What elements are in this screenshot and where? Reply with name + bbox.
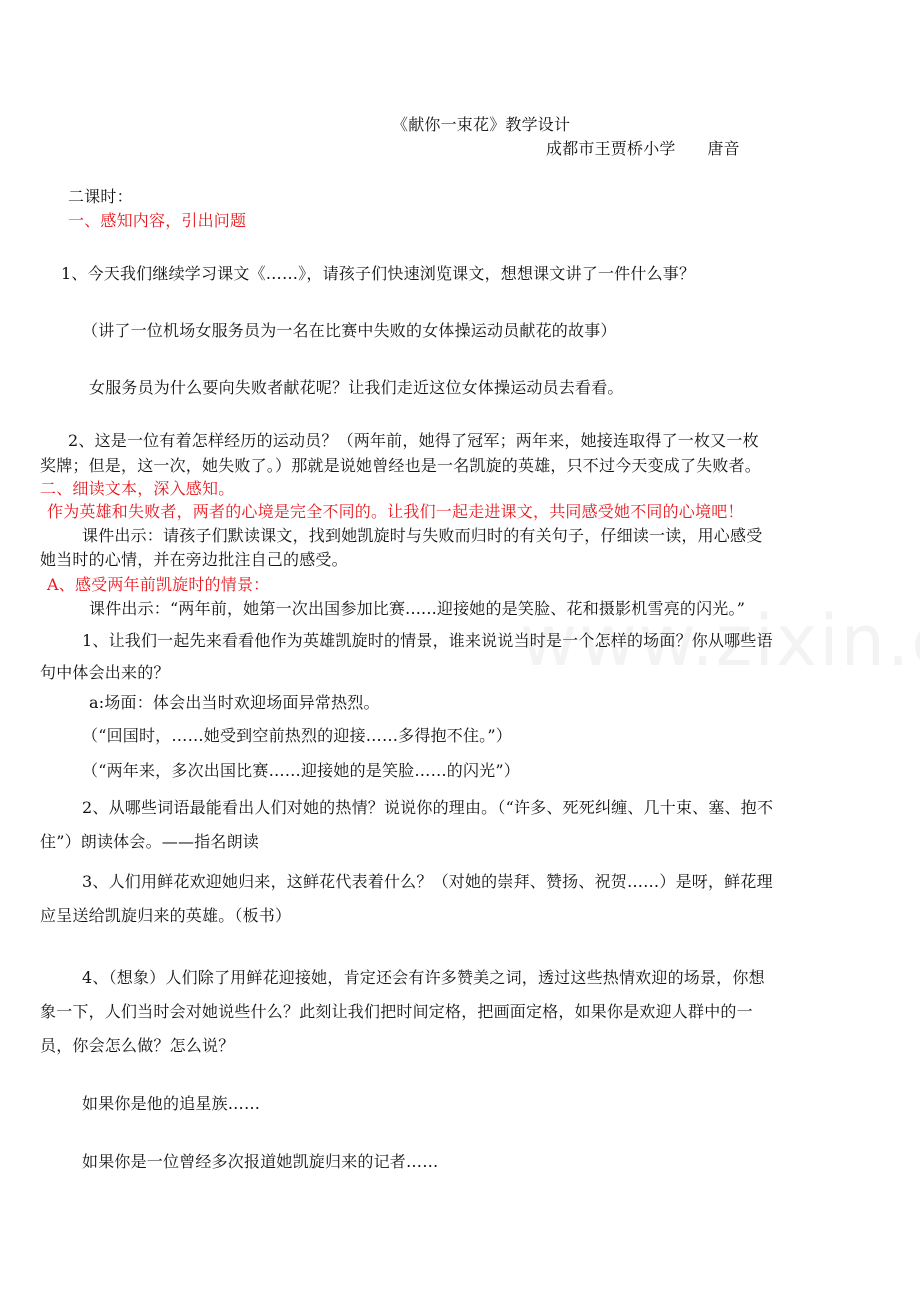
section-a-heading: A、感受两年前凯旋时的情景： bbox=[47, 575, 270, 594]
question-2-line-2: 奖牌；但是，这一次，她失败了。）那就是说她曾经也是一名凯旋的英雄，只不过今天变成了失败者。 bbox=[40, 456, 762, 475]
sub-question-2-line-1: 2、从哪些词语最能看出人们对她的热情？说说你的理由。（“许多、死死纠缠、几十束、塞、抱不 bbox=[82, 798, 774, 817]
scenario-reporter: 如果你是一位曾经多次报道她凯旋归来的记者…… bbox=[82, 1152, 439, 1171]
sub-question-3-line-1: 3、人们用鲜花欢迎她归来，这鲜花代表着什么？（对她的崇拜、赞扬、祝贺……）是呀，鲜花理 bbox=[82, 872, 773, 891]
sub-question-1-line-1: 1、让我们一起先来看看他作为英雄凯旋时的情景，谁来说说当时是一个怎样的场面？你从哪些语 bbox=[82, 631, 773, 650]
section-1-heading: 一、感知内容，引出问题 bbox=[68, 211, 247, 230]
citation-1: （“回国时，……她受到空前热烈的迎接……多得抱不住。”） bbox=[82, 726, 512, 745]
sub-question-4-line-2: 象一下，人们当时会对她说些什么？此刻让我们把时间定格，把画面定格，如果你是欢迎人群中的一 bbox=[40, 1002, 753, 1021]
sub-question-4-line-1: 4、（想象）人们除了用鲜花迎接她，肯定还会有许多赞美之词，透过这些热情欢迎的场景，你想 bbox=[82, 968, 765, 987]
task-line-2: 她当时的心情，并在旁边批注自己的感受。 bbox=[40, 550, 348, 569]
question-1-answer: （讲了一位机场女服务员为一名在比赛中失败的女体操运动员献花的故事） bbox=[82, 321, 617, 340]
section-2-heading: 二、细读文本，深入感知。 bbox=[40, 479, 235, 498]
transition-paragraph: 女服务员为什么要向失败者献花呢？让我们走近这位女体操运动员去看看。 bbox=[89, 378, 624, 397]
sub-question-2-line-2: 住”）朗读体会。——指名朗读 bbox=[40, 832, 259, 851]
courseware-quote: 课件出示：“两年前，她第一次出国参加比赛......迎接她的是笑脸、花和摄影机雪亮的闪光。” bbox=[89, 599, 746, 618]
answer-a: a:场面：体会出当时欢迎场面异常热烈。 bbox=[89, 693, 380, 712]
sub-question-3-line-2: 应呈送给凯旋归来的英雄。（板书） bbox=[40, 906, 292, 925]
document-title: 《献你一束花》教学设计 bbox=[392, 115, 571, 134]
scenario-fan: 如果你是他的追星族…… bbox=[82, 1094, 261, 1113]
task-line-1: 课件出示：请孩子们默读课文，找到她凯旋时与失败而归时的有关句子，仔细读一读，用心感受 bbox=[82, 526, 763, 545]
lesson-label: 二课时： bbox=[68, 187, 133, 206]
citation-2: （“两年来，多次出国比赛……迎接她的是笑脸……的闪光”） bbox=[82, 761, 520, 780]
sub-question-1-line-2: 句中体会出来的？ bbox=[40, 663, 170, 682]
question-1: 1、今天我们继续学习课文《……》，请孩子们快速浏览课文，想想课文讲了一件什么事？ bbox=[61, 264, 696, 283]
author-line: 成都市王贾桥小学 唐音 bbox=[546, 139, 740, 158]
section-2-intro: 作为英雄和失败者，两者的心境是完全不同的。让我们一起走进课文，共同感受她不同的心境吧！ bbox=[47, 502, 744, 521]
question-2-line-1: 2、这是一位有着怎样经历的运动员？（两年前，她得了冠军；两年来，她接连取得了一枚又一枚 bbox=[68, 431, 759, 450]
sub-question-4-line-3: 员，你会怎么做？怎么说？ bbox=[40, 1036, 235, 1055]
